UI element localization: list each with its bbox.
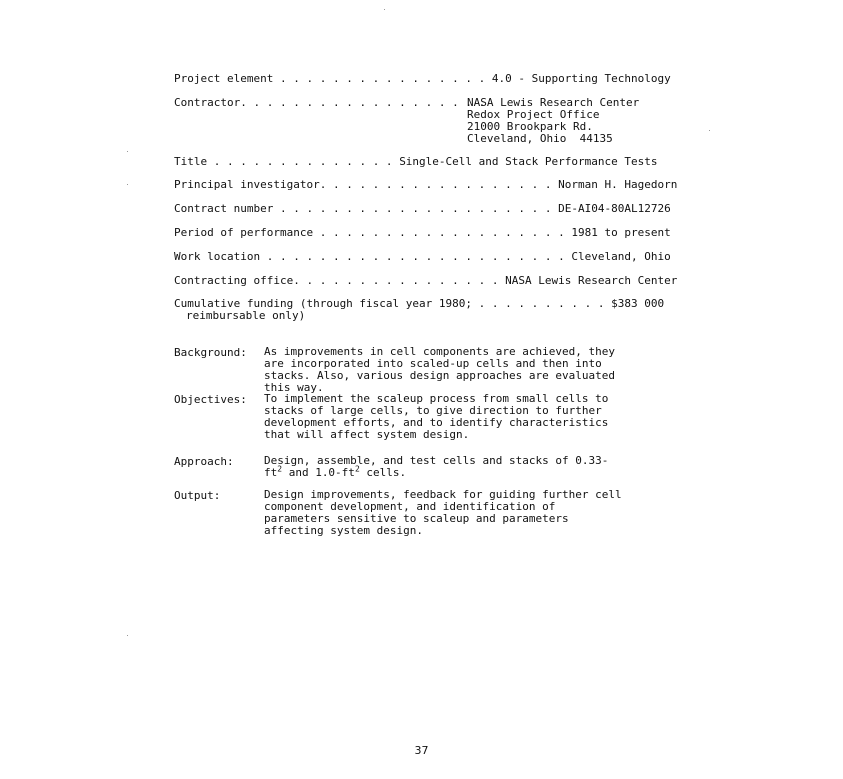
contract-number-row	[174, 202, 671, 215]
period-row	[174, 226, 671, 239]
speck	[127, 184, 128, 185]
dot-leader: . . . . . . . . . . . . . . . . . . . . . . .	[260, 250, 572, 263]
work-location-row	[174, 250, 671, 263]
approach-text-a: Design, assemble, and test cells and stacks of 0.33-ft	[264, 454, 609, 479]
speck	[709, 130, 710, 131]
objectives-label: Objectives:	[174, 393, 247, 406]
dot-leader: . . . . . . . . . . . . . . . . .	[326, 178, 559, 191]
period-value: 1981 to present	[571, 226, 671, 239]
output-label: Output:	[174, 489, 221, 502]
work-location-value: Cleveland, Ohio	[571, 250, 671, 263]
output-text: Design improvements, feedback for guiding further cell component development, and identification of parameters sensitive to scaleup and parameters affecting system design.	[264, 488, 622, 537]
project-element-label: Project element	[174, 72, 274, 85]
dot-leader: . . . . . . . . . . . . . . . .	[273, 72, 492, 85]
dot-leader: . . . . . . . . . .	[472, 297, 612, 310]
work-location-label: Work location	[174, 250, 261, 263]
project-element-row	[174, 72, 671, 85]
dot-leader: . . . . . . . . . . . . . .	[207, 155, 400, 168]
dot-leader: . . . . . . . . . . . . . . . . . .	[246, 96, 492, 109]
contractor-label: Contractor.	[174, 96, 247, 109]
principal-investigator-label: Principal investigator.	[174, 178, 327, 191]
approach-text-c: cells.	[359, 466, 407, 479]
contracting-office-value: NASA Lewis Research Center	[505, 274, 678, 287]
cumulative-funding-label: Cumulative funding (through fiscal year 1980;	[174, 297, 473, 310]
title-value: Single-Cell and Stack Performance Tests	[399, 155, 658, 168]
speck	[384, 9, 385, 10]
dot-leader: . . . . . . . . . . . . . . . . . . . . .	[273, 202, 559, 215]
period-label: Period of performance	[174, 226, 314, 239]
background-label: Background:	[174, 346, 247, 359]
page-number: 37	[414, 744, 429, 757]
objectives-text: To implement the scaleup process from small cells to stacks of large cells, to give direction to further development efforts, and to identify characteristics that will affect system design.	[264, 392, 609, 441]
speck	[127, 635, 128, 636]
approach-text	[264, 455, 624, 479]
principal-investigator-value: Norman H. Hagedorn	[558, 178, 678, 191]
cumulative-funding-value: $383 000	[611, 297, 665, 310]
background-text: As improvements in cell components are achieved, they are incorporated into scaled-up cells and then into stacks. Also, various design approaches are evaluated this way.	[264, 345, 615, 394]
project-element-value: 4.0 - Supporting Technology	[491, 72, 671, 85]
contracting-office-row	[174, 274, 677, 287]
dot-leader: . . . . . . . . . . . . . . . . . . .	[313, 226, 572, 239]
contractor-row	[174, 96, 492, 109]
contractor-line-1: NASA Lewis Research Center	[467, 96, 640, 109]
contractor-line-2: Redox Project Office	[467, 108, 600, 121]
approach-sup-a: 2	[277, 464, 283, 474]
dot-leader: . . . . . . . . . . . . . . .	[299, 274, 506, 287]
approach-sup-b: 2	[354, 464, 360, 474]
principal-investigator-row	[174, 178, 677, 191]
title-row	[174, 155, 657, 168]
approach-text-b: and 1.0-ft	[282, 466, 355, 479]
contract-number-label: Contract number	[174, 202, 274, 215]
contractor-line-3: 21000 Brookpark Rd.	[467, 120, 593, 133]
speck	[127, 151, 128, 152]
contractor-line-4: Cleveland, Ohio 44135	[467, 132, 613, 145]
contracting-office-label: Contracting office.	[174, 274, 300, 287]
contract-number-value: DE-AI04-80AL12726	[558, 202, 671, 215]
title-label: Title	[174, 155, 208, 168]
approach-label: Approach:	[174, 455, 234, 468]
cumulative-funding-label-2: reimbursable only)	[186, 309, 306, 322]
